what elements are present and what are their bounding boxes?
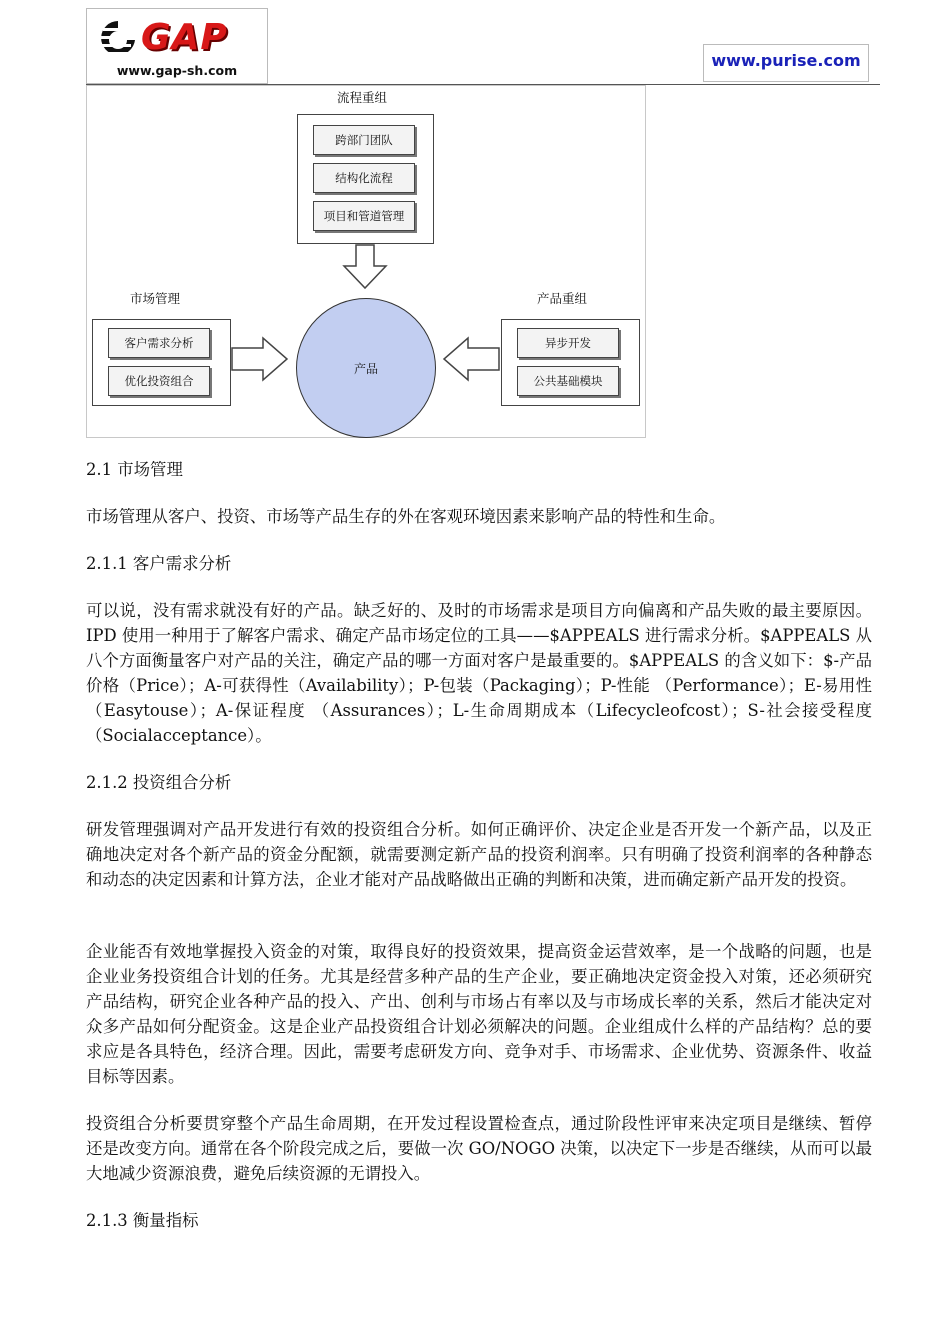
down-arrow-icon — [342, 244, 388, 290]
heading-2-1-3: 2.1.3 衡量指标 — [86, 1211, 199, 1230]
right-group-title: 产品重组 — [537, 291, 588, 306]
top-group-box — [297, 114, 434, 244]
left-group-title: 市场管理 — [130, 291, 181, 306]
product-circle — [296, 298, 436, 438]
product-label: 产品 — [353, 361, 378, 376]
ipd-diagram — [86, 85, 646, 438]
paragraph-2-1-2-b: 企业能否有效地掌握投入资金的对策，取得良好的投资效果，提高资金运营效率，是一个战略的问题，也是企业业务投资组合计划的任务。尤其是经营多种产品的生产企业，要正确地决定资金投入对策，还必须研究产品结构，研究企业各种产品的投入、产出、创利与市场占有率以及与市场成长率的关系，然后才能决定对众多产品如何分配资金。这是企业产品投资组合计划必须解决的问题。企业组成什么样的产品结构？总的要求应是各具特色，经济合理。因此，需要考虑研发方向、竞争对手、市场需求、企业优势、资源条件、收益目标等因素。 — [86, 942, 872, 1086]
left-item-1: 客户需求分析 — [108, 328, 210, 358]
gap-logo[interactable] — [86, 8, 268, 84]
top-group-title: 流程重组 — [337, 90, 388, 105]
paragraph-2-1-1: 可以说，没有需求就没有好的产品。缺乏好的、及时的市场需求是项目方向偏离和产品失败的最主要原因。IPD 使用一种用于了解客户需求、确定产品市场定位的工具——$APPEALS 进行需求分析。$APPEALS 从八个方面衡量客户对产品的关注，确定产品的哪一方面对客户是最重要的。$APPEALS 的含义如下：$-产品价格（Price）；A-可获得性（Availability）；P-包装（Packaging）；P-性能 （Performance）；E-易用性 （Easytouse）；A-保证程度 （Assurances）；L-生命周期成本（Lifecycleofcost）；S-社会接受程度（Socialacceptance）。 — [86, 601, 872, 745]
left-item-2: 优化投资组合 — [108, 366, 210, 396]
left-arrow-icon — [442, 336, 500, 382]
site-url-link[interactable]: www.purise.com — [711, 51, 861, 70]
gap-logo-text: GAP — [141, 17, 228, 58]
left-group-box — [92, 319, 231, 406]
top-item-2: 结构化流程 — [313, 163, 415, 193]
right-item-2: 公共基础模块 — [517, 366, 619, 396]
heading-2-1-1: 2.1.1 客户需求分析 — [86, 554, 232, 573]
top-item-3: 项目和管道管理 — [313, 201, 415, 231]
right-group-box — [501, 319, 640, 406]
right-item-1: 异步开发 — [517, 328, 619, 358]
gap-emblem-icon — [99, 19, 137, 61]
heading-2-1: 2.1 市场管理 — [86, 460, 183, 479]
heading-2-1-2: 2.1.2 投资组合分析 — [86, 773, 232, 792]
paragraph-2-1-2-a: 研发管理强调对产品开发进行有效的投资组合分析。如何正确评价、决定企业是否开发一个新产品，以及正确地决定对各个新产品的资金分配额，就需要测定新产品的投资利润率。只有明确了投资利润率的各种静态和动态的决定因素和计算方法，企业才能对产品战略做出正确的判断和决策，进而确定新产品开发的投资。 — [86, 820, 872, 889]
top-item-1: 跨部门团队 — [313, 125, 415, 155]
site-url-box[interactable] — [703, 44, 869, 82]
gap-logo-url: www.gap-sh.com — [116, 63, 238, 78]
paragraph-2-1-2-c: 投资组合分析要贯穿整个产品生命周期，在开发过程设置检查点，通过阶段性评审来决定项目是继续、暂停还是改变方向。通常在各个阶段完成之后，要做一次 GO/NOGO 决策，以决定下一步是否继续，从而可以最大地减少资源浪费，避免后续资源的无谓投入。 — [86, 1114, 872, 1183]
paragraph-2-1: 市场管理从客户、投资、市场等产品生存的外在客观环境因素来影响产品的特性和生命。 — [86, 507, 726, 526]
right-arrow-icon — [231, 336, 289, 382]
